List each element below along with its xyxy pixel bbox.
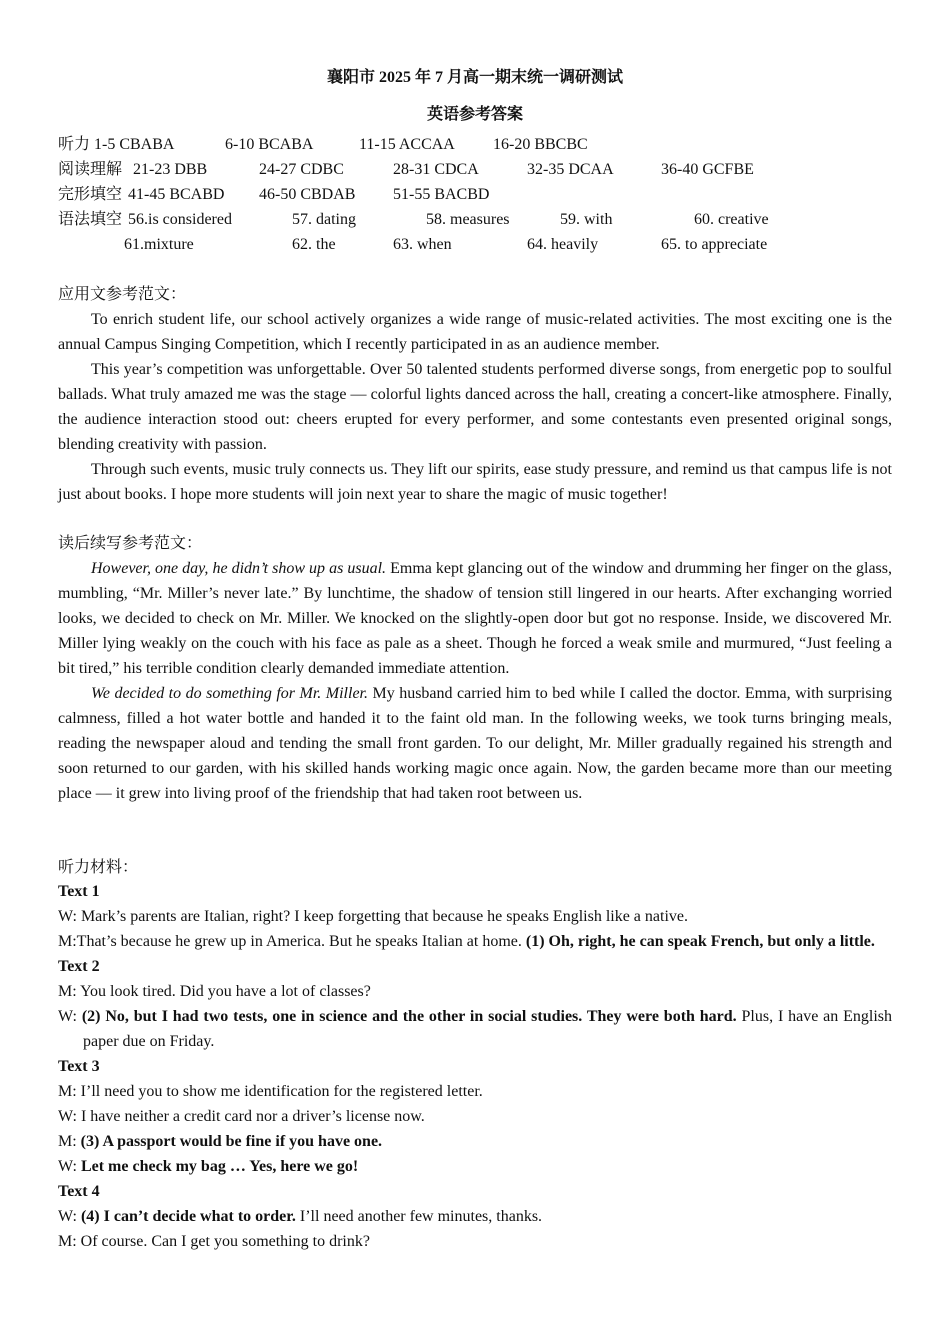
reading-label: 阅读理解: [58, 161, 123, 178]
dialogue-line: M: You look tired. Did you have a lot of classes?: [58, 983, 371, 1000]
answer-item: 60. creative: [694, 211, 769, 228]
answer-highlight: (1) Oh, right, he can speak French, but only a little.: [525, 933, 875, 950]
practical-writing-heading: 应用文参考范文：: [58, 286, 187, 303]
answer-group: 46-50 CBDAB: [259, 186, 356, 203]
answer-group: 32-35 DCAA: [527, 161, 614, 178]
paragraph-lead-sentence: We decided to do something for Mr. Miller.: [91, 685, 368, 702]
answer-item: 61.mixture: [124, 236, 194, 253]
answer-highlight: (3) A passport would be fine if you have one.: [80, 1133, 383, 1150]
reading-answers-row: [58, 158, 898, 182]
answer-group: 16-20 BBCBC: [493, 136, 588, 153]
answer-item: 64. heavily: [527, 236, 599, 253]
answer-item: 63. when: [393, 236, 452, 253]
answer-group: 21-23 DBB: [133, 161, 208, 178]
line-text: M:That’s because he grew up in America. But he speaks Italian at home.: [58, 933, 526, 950]
grammar-label: 语法填空: [58, 211, 123, 228]
answer-item: 65. to appreciate: [661, 236, 768, 253]
answer-group: 1-5 CBABA: [94, 136, 175, 153]
dialogue-line: [58, 1129, 892, 1154]
line-text: I’ll need another few minutes, thanks.: [295, 1208, 543, 1225]
essay-paragraph: This year’s competition was unforgettable. Over 50 talented students performed diverse songs, from energetic pop to soulful ballads. What truly amazed me was the stage — colorful lights danced across the hall, creating a concert-like atmosphere. Finally, the audience interaction stood out: cheers erupted for every performer, and some contestants even presented original songs, blending creativity with passion.: [58, 361, 892, 453]
listening-answers-row: [58, 133, 898, 157]
answer-group: 41-45 BCABD: [128, 186, 225, 203]
dialogue-line: M: I’ll need you to show me identification for the registered letter.: [58, 1083, 483, 1100]
grammar-answers-row-1: [58, 208, 898, 232]
cloze-label: 完形填空: [58, 186, 123, 203]
continuation-writing-essay: [58, 556, 892, 806]
answer-group: 51-55 BACBD: [393, 186, 490, 203]
grammar-answers-row-2: [58, 233, 898, 257]
text-title: Text 3: [58, 1058, 100, 1075]
listening-transcript: [58, 879, 892, 1254]
practical-writing-essay: [58, 307, 892, 507]
answer-item: 58. measures: [426, 211, 510, 228]
dialogue-line: [58, 1154, 892, 1179]
listening-label: 听力: [58, 136, 91, 153]
page-subtitle: 英语参考答案: [426, 106, 523, 123]
text-title: Text 1: [58, 883, 100, 900]
answer-group: 6-10 BCABA: [225, 136, 314, 153]
answer-highlight: Let me check my bag … Yes, here we go!: [80, 1158, 359, 1175]
speaker: W:: [58, 1208, 81, 1225]
essay-paragraph: [58, 556, 892, 681]
answer-group: 36-40 GCFBE: [661, 161, 754, 178]
dialogue-line: [58, 1004, 892, 1054]
dialogue-line: W: Mark’s parents are Italian, right? I keep forgetting that because he speaks English like a native.: [58, 908, 688, 925]
text-title: Text 4: [58, 1183, 100, 1200]
answer-group: 28-31 CDCA: [393, 161, 479, 178]
dialogue-line: [58, 929, 892, 954]
paragraph-body: My husband carried him to bed while I called the doctor. Emma, with surprising calmness, filled a hot water bottle and handed it to the faint old man. In the following weeks, we took turns bringing meals, reading the newspaper aloud and tending the small front garden. To our delight, Mr. Miller gradually regained his strength and soon returned to our garden, with his skilled hands working magic once again. Now, the garden became more than our meeting place — it grew into living proof of the friendship that had taken root between us.: [58, 685, 892, 802]
dialogue-line: M: Of course. Can I get you something to drink?: [58, 1233, 370, 1250]
answer-group: 11-15 ACCAA: [359, 136, 455, 153]
answer-highlight: (2) No, but I had two tests, one in science and the other in social studies. They were both hard.: [81, 1008, 737, 1025]
listening-material-heading: 听力材料：: [58, 859, 139, 876]
essay-paragraph: To enrich student life, our school actively organizes a wide range of music-related activities. The most exciting one is the annual Campus Singing Competition, which I recently participated in as an audience member.: [58, 311, 892, 353]
answer-group: 24-27 CDBC: [259, 161, 344, 178]
text-title: Text 2: [58, 958, 100, 975]
page-title: 襄阳市 2025 年 7 月高一期末统一调研测试: [326, 69, 623, 86]
essay-paragraph: [58, 681, 892, 806]
dialogue-line: [58, 1204, 892, 1229]
answer-item: 62. the: [292, 236, 336, 253]
answer-item: 56.is considered: [128, 211, 232, 228]
cloze-answers-row: [58, 183, 898, 207]
answer-item: 57. dating: [292, 211, 356, 228]
paragraph-lead-sentence: However, one day, he didn’t show up as usual.: [91, 560, 387, 577]
paragraph-body: Emma kept glancing out of the window and drumming her finger on the glass, mumbling, “Mr. Miller’s never late.” By lunchtime, the shadow of tension still lingered in our hearts. After exchanging worried looks, we decided to check on Mr. Miller. We knocked on the slightly-open door but got no response. Inside, we discovered Mr. Miller lying weakly on the couch with his face as pale as a sheet. Though he forced a weak smile and murmured, “Just feeling a bit tired,” his terrible condition clearly demanded immediate attention.: [58, 560, 892, 677]
answer-highlight: (4) I can’t decide what to order.: [80, 1208, 296, 1225]
continuation-writing-heading: 读后续写参考范文：: [58, 535, 203, 552]
speaker: W:: [58, 1158, 81, 1175]
dialogue-line: W: I have neither a credit card nor a driver’s license now.: [58, 1108, 425, 1125]
speaker: M:: [58, 1133, 81, 1150]
essay-paragraph: Through such events, music truly connects us. They lift our spirits, ease study pressure, and remind us that campus life is not just about books. I hope more students will join next year to share the magic of music together!: [58, 461, 892, 503]
answer-item: 59. with: [560, 211, 613, 228]
speaker: W:: [58, 1008, 82, 1025]
line-text: Plus, I have an English paper due on Friday.: [83, 1008, 893, 1050]
